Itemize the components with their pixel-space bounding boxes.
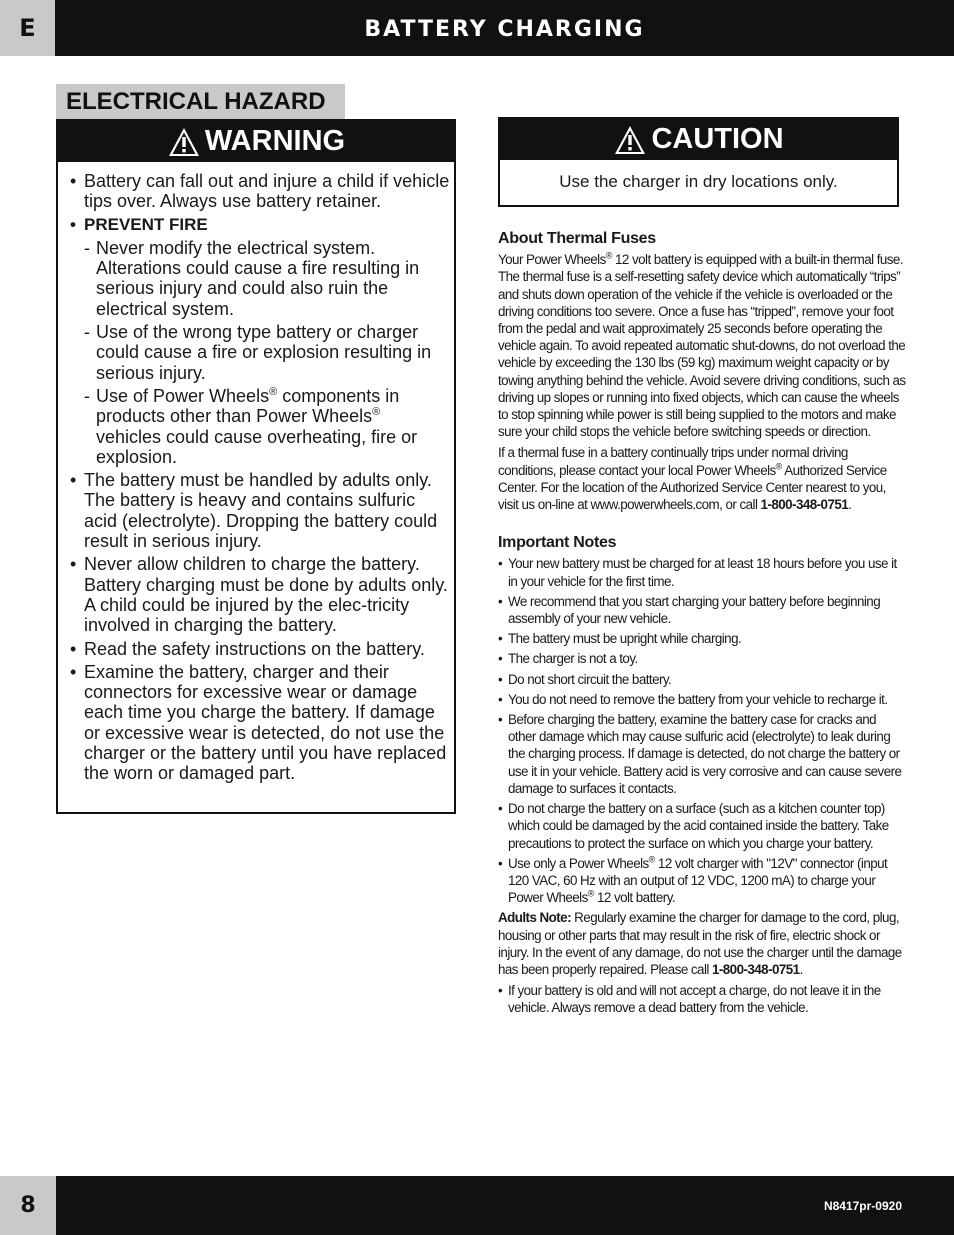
warning-triangle-icon	[167, 126, 201, 158]
list-item: • Your new battery must be charged for at least 18 hours before you use it in your vehicle for the first time.	[498, 555, 906, 589]
list-subitem: - Use of the wrong type battery or charger could cause a fire or explosion resulting in serious injury.	[70, 322, 450, 383]
caution-box	[498, 117, 899, 207]
important-notes-heading: Important Notes	[498, 534, 617, 552]
list-item: • We recommend that you start charging your battery before beginning assembly of your new vehicle.	[498, 593, 906, 627]
adults-note: Adults Note: Regularly examine the charger for damage to the cord, plug, housing or other parts that may result in the risk of fire, electric shock or injury. In the event of any damage, do not use the charger until the damage has been properly repaired. Please call 1-800-348-0751.	[498, 910, 902, 977]
caution-signal-word: CAUTION	[651, 123, 784, 155]
list-item: • You do not need to remove the battery from your vehicle to recharge it.	[498, 691, 906, 708]
list-item: • Do not short circuit the battery.	[498, 671, 906, 688]
list-item: • The battery must be handled by adults only. The battery is heavy and contains sulfuric acid (electrolyte). Dropping the battery could result in serious injury.	[70, 470, 450, 551]
warning-box	[56, 119, 456, 814]
warning-triangle-icon	[613, 124, 647, 156]
caution-text: Use the charger in dry locations only.	[559, 172, 838, 191]
thermal-paragraph-2: If a thermal fuse in a battery continually trips under normal driving conditions, please contact your local Power Wheels® Authorized Service Center. For the location of the Authorized Service Center nearest to you, visit us on-line at www.powerwheels.com, or call 1-800-348-0751.	[498, 445, 887, 513]
thermal-fuses-heading: About Thermal Fuses	[498, 230, 656, 247]
page-header	[0, 0, 954, 56]
list-subitem: - Use of Power Wheels® components in products other than Power Wheels® vehicles could cause overheating, fire or explosion.	[70, 386, 450, 467]
list-item: • Read the safety instructions on the battery.	[70, 639, 450, 659]
prevent-fire-heading: • PREVENT FIRE	[70, 215, 450, 235]
list-item: • Examine the battery, charger and their connectors for excessive wear or damage each time you charge the battery. If damage or excessive wear is detected, do not use the charger or the battery until you have replaced the worn or damaged part.	[70, 662, 450, 784]
list-item: • Use only a Power Wheels® 12 volt charger with "12V" connector (input 120 VAC, 60 Hz with an output of 12 VDC, 1200 mA) to charge your Power Wheels® 12 volt battery.	[498, 855, 906, 907]
page-footer	[0, 1176, 954, 1235]
document-code: N8417pr-0920	[823, 1199, 902, 1213]
page-title: BATTERY CHARGING	[364, 17, 645, 42]
list-item: • Never allow children to charge the battery. Battery charging must be done by adults only. A child could be injured by the elec-tricity involved in charging the battery.	[70, 554, 450, 635]
right-column	[498, 230, 906, 1020]
warning-signal-word: WARNING	[204, 125, 346, 157]
list-item: • The charger is not a toy.	[498, 650, 906, 667]
electrical-hazard-label: ELECTRICAL HAZARD	[56, 84, 345, 120]
caution-banner	[500, 119, 897, 160]
list-item: • Battery can fall out and injure a child if vehicle tips over. Always use battery retainer.	[70, 171, 450, 212]
warning-list	[70, 171, 450, 787]
thermal-paragraph-1: Your Power Wheels® 12 volt battery is equipped with a built-in thermal fuse. The thermal fuse is a self-resetting safety device which automatically “trips” and shuts down operation of the vehicle if the vehicle is overloaded or the driving conditions too severe. Once a fuse has “tripped”, remove your foot from the pedal and wait approximately 25 seconds before operating the vehicle again. To avoid repeated automatic shut-downs, do not overload the vehicle by exceeding the 130 lbs (59 kg) maximum weight capacity or by towing anything behind the vehicle. Avoid severe driving conditions, such as driving up slopes or running into fixed objects, which can cause the wheels to stop spinning while power is still being supplied to the motors and make sure your child stops the vehicle before switching speeds or direction.	[498, 250, 906, 440]
list-subitem: - Never modify the electrical system. Alterations could cause a fire resulting in serious injury and could also ruin the electrical system.	[70, 238, 450, 319]
list-item: • If your battery is old and will not accept a charge, do not leave it in the vehicle. Always remove a dead battery from the vehicle.	[498, 982, 906, 1016]
list-item: • The battery must be upright while charging.	[498, 630, 906, 647]
warning-banner	[58, 121, 454, 162]
language-badge: E	[0, 0, 55, 56]
page-number: 8	[0, 1176, 56, 1235]
phone-number: 1-800-348-0751	[760, 497, 849, 513]
phone-number: 1-800-348-0751	[711, 961, 800, 977]
list-item: • Do not charge the battery on a surface (such as a kitchen counter top) which could be damaged by the acid contained inside the battery. Take precautions to protect the surface on which you charge your battery.	[498, 800, 906, 852]
list-item: • Before charging the battery, examine the battery case for cracks and other damage which may cause sulfuric acid (electrolyte) to leak during the charging process. If damage is detected, do not charge the battery or use it in your vehicle. Battery acid is very corrosive and can cause severe damage to surfaces it contacts.	[498, 711, 906, 797]
